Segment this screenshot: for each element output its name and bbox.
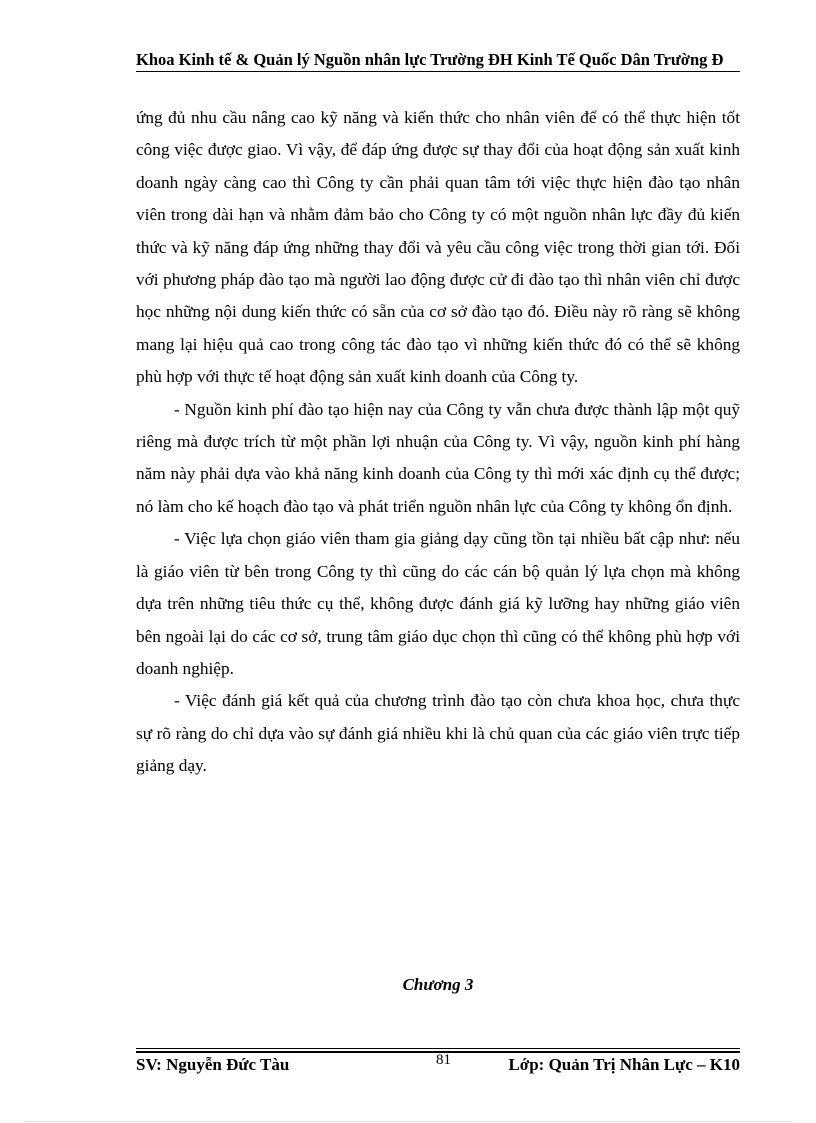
body-paragraph: ứng đủ nhu cầu nâng cao kỹ năng và kiến thức cho nhân viên để có thể thực hiện tốt công việc được giao. Vì vậy, để đáp ứng được sự thay đổi của hoạt động sản xuất kinh doanh ngày càng cao thì Công ty cần phải quan tâm tới việc thực hiện đào tạo nhân viên trong dài hạn và nhằm đảm bảo cho Công ty có một nguồn nhân lực đầy đủ kiến thức và kỹ năng đáp ứng những thay đổi và yêu cầu công việc trong thời gian tới. Đối với phương pháp đào tạo mà người lao động được cử đi đào tạo thì nhân viên chỉ được học những nội dung kiến thức có sẵn của cơ sở đào tạo đó. Điều này rõ ràng sẽ không mang lại hiệu quả cao trong công tác đào tạo vì những kiến thức đó có thể sẽ không phù hợp với thực tế hoạt động sản xuất kinh doanh của Công ty. [136,108,740,387]
body-paragraph: - Nguồn kinh phí đào tạo hiện nay của Công ty vẫn chưa được thành lập một quỹ riêng mà được trích từ một phần lợi nhuận của Công ty. Vì vậy, nguồn kinh phí hàng năm này phải dựa vào khả năng kinh doanh của Công ty thì mới xác định cụ thể được; nó làm cho kế hoạch đào tạo và phát triển nguồn nhân lực của Công ty không ổn định. [136,399,740,516]
page-number: 81 [436,1052,451,1068]
chapter-heading: Chương 3 [402,975,474,994]
page-header: Khoa Kinh tế & Quản lý Nguồn nhân lực Trường ĐH Kinh Tế Quốc Dân Trường Đ [136,50,724,69]
footer-rule-thin [136,1048,740,1049]
footer-student: SV: Nguyễn Đức Tàu [136,1055,290,1074]
document-body [136,102,740,783]
footer-class: Lớp: Quản Trị Nhân Lực – K10 [508,1055,740,1074]
page-edge-divider [24,1121,794,1122]
body-paragraph: - Việc đánh giá kết quả của chương trình đào tạo còn chưa khoa học, chưa thực sự rõ ràng do chỉ dựa vào sự đánh giá nhiều khi là chủ quan của các giáo viên trực tiếp giảng dạy. [136,691,740,776]
body-paragraph: - Việc lựa chọn giáo viên tham gia giảng dạy cũng tồn tại nhiều bất cập như: nếu là giáo viên từ bên trong Công ty thì cũng do các cán bộ quản lý lựa chọn mà không dựa trên những tiêu thức cụ thể, không được đánh giá kỹ lưỡng hay những giáo viên bên ngoài lại do các cơ sở, trung tâm giáo dục chọn thì cũng có thể không phù hợp với doanh nghiệp. [136,529,740,678]
header-underline [136,71,740,72]
